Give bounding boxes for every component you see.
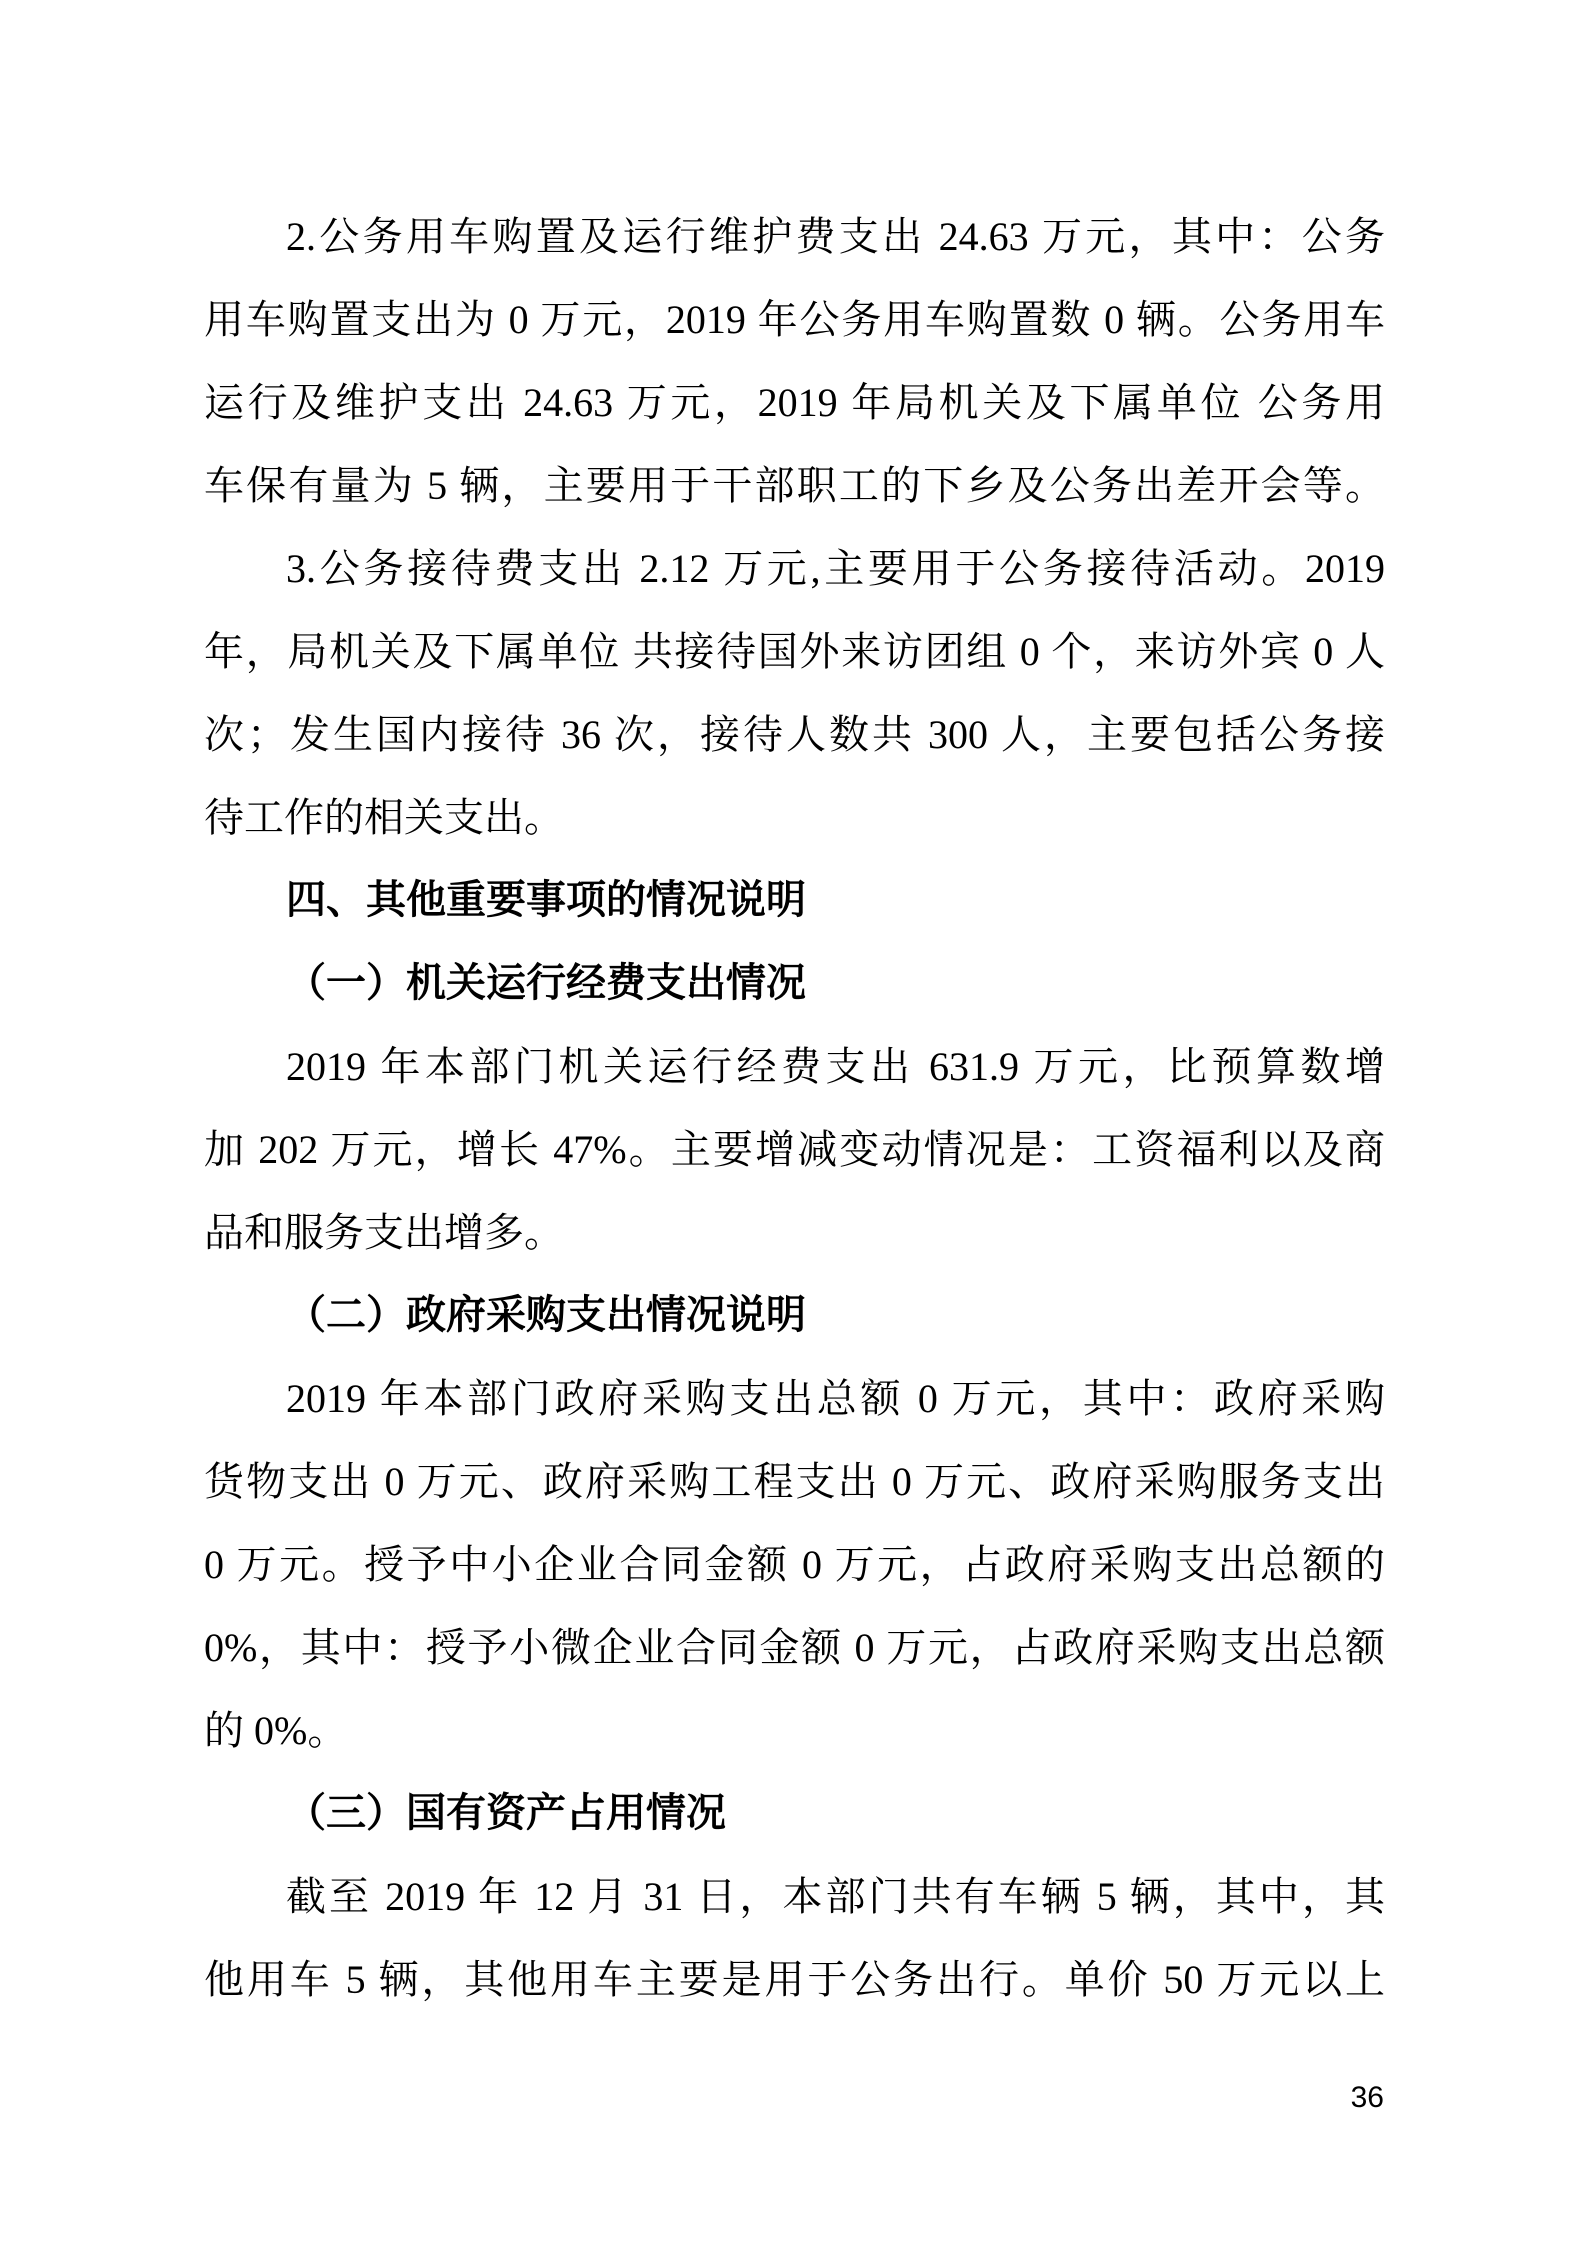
text-line: 3.公务接待费支出 2.12 万元,主要用于公务接待活动。2019 xyxy=(286,546,1385,591)
text-line: 2019 年本部门机关运行经费支出 631.9 万元，比预算数增 xyxy=(286,1044,1385,1089)
text-line: 年，局机关及下属单位 共接待国外来访团组 0 个，来访外宾 0 人 xyxy=(204,629,1385,674)
text-line: 的 0%。 xyxy=(204,1708,348,1753)
section-heading: （二）政府采购支出情况说明 xyxy=(286,1293,806,1337)
text-line: 运行及维护支出 24.63 万元，2019 年局机关及下属单位 公务用 xyxy=(204,380,1385,425)
text-line: 2019 年本部门政府采购支出总额 0 万元，其中：政府采购 xyxy=(286,1376,1385,1421)
text-line: 0%，其中：授予小微企业合同金额 0 万元，占政府采购支出总额 xyxy=(204,1625,1385,1670)
text-line: 2.公务用车购置及运行维护费支出 24.63 万元，其中：公务 xyxy=(286,214,1385,259)
text-line: 0 万元。授予中小企业合同金额 0 万元，占政府采购支出总额的 xyxy=(204,1542,1385,1587)
section-heading: （一）机关运行经费支出情况 xyxy=(286,961,806,1005)
text-line: 加 202 万元，增长 47%。主要增减变动情况是：工资福利以及商 xyxy=(204,1127,1385,1172)
section-heading: （三）国有资产占用情况 xyxy=(286,1791,726,1835)
text-line: 截至 2019 年 12 月 31 日，本部门共有车辆 5 辆，其中，其 xyxy=(286,1874,1385,1919)
text-line: 品和服务支出增多。 xyxy=(204,1210,564,1255)
section-heading: 四、其他重要事项的情况说明 xyxy=(286,878,806,922)
text-line: 车保有量为 5 辆，主要用于干部职工的下乡及公务出差开会等。 xyxy=(204,463,1385,508)
text-line: 用车购置支出为 0 万元，2019 年公务用车购置数 0 辆。公务用车 xyxy=(204,297,1385,342)
text-line: 次；发生国内接待 36 次，接待人数共 300 人，主要包括公务接 xyxy=(204,712,1385,757)
document-body xyxy=(204,195,1385,2021)
page-number: 36 xyxy=(1350,2081,1384,2114)
text-line: 货物支出 0 万元、政府采购工程支出 0 万元、政府采购服务支出 xyxy=(204,1459,1385,1504)
text-line: 他用车 5 辆，其他用车主要是用于公务出行。单价 50 万元以上 xyxy=(204,1957,1385,2002)
text-line: 待工作的相关支出。 xyxy=(204,795,564,840)
